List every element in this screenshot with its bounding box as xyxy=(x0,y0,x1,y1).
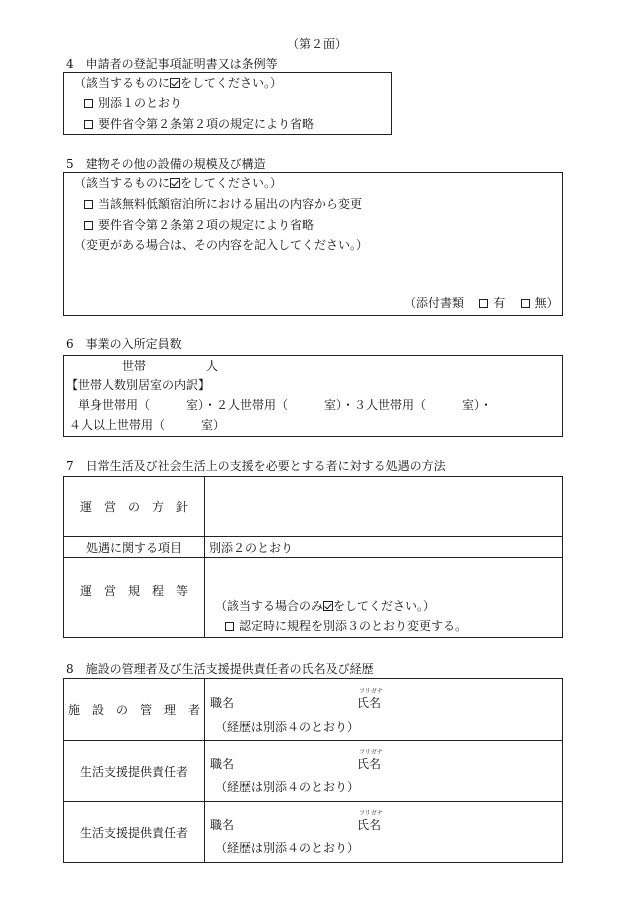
rules-label: 運 営 規 程 等 xyxy=(64,558,205,638)
section-4-option-2[interactable]: 要件省令第２条第２項の規定により省略 xyxy=(84,116,314,132)
section-6-heading: 6 事業の入所定員数 xyxy=(66,337,182,351)
rules-option[interactable]: 認定時に規程を別添３のとおり変更する。 xyxy=(225,618,467,634)
room-breakdown-line-1: 単身世帯用（ 室）・２人世帯用（ 室）・３人世帯用（ 室）・ xyxy=(78,398,493,412)
section-5-instruction: （該当するものに をしてください。） xyxy=(74,176,283,190)
attachment-label: （添付書類 xyxy=(404,296,465,310)
attachment-yes-checkbox[interactable] xyxy=(479,299,488,308)
section-5-heading: 5 建物その他の設備の規模及び構造 xyxy=(66,157,266,171)
checked-box-icon xyxy=(323,601,333,611)
section-5-box xyxy=(63,172,563,316)
attachment-no-checkbox[interactable] xyxy=(521,299,530,308)
furigana-label: フリガナ xyxy=(359,688,383,695)
policy-label: 運 営 の 方 針 xyxy=(64,477,205,537)
attachment-row xyxy=(404,295,559,311)
section-4-option-1[interactable]: 別添１のとおり xyxy=(84,95,182,111)
furigana-label: フリガナ xyxy=(359,810,383,817)
name-label: 氏名 xyxy=(357,757,382,771)
career-note: （経歴は別添４のとおり） xyxy=(215,780,360,794)
checkbox-icon[interactable] xyxy=(84,221,93,230)
rules-field xyxy=(205,558,563,638)
section-8-heading: 8 施設の管理者及び生活支援提供責任者の氏名及び経歴 xyxy=(66,662,374,676)
career-note: （経歴は別添４のとおり） xyxy=(215,841,360,855)
section-4-heading: 4 申請者の登記事項証明書又は条例等 xyxy=(66,57,278,71)
support-manager-field[interactable] xyxy=(205,741,563,802)
room-breakdown-line-2: ４人以上世帯用（ 室） xyxy=(69,418,226,432)
capacity-line: 世帯 人 xyxy=(122,359,219,373)
name-label: 氏名 xyxy=(357,696,382,710)
checkbox-icon[interactable] xyxy=(84,120,93,129)
section-5-option-2[interactable]: 要件省令第２条第２項の規定により省略 xyxy=(84,217,314,233)
section-8-table xyxy=(63,678,563,863)
policy-field[interactable] xyxy=(205,477,563,537)
section-7-heading: 7 日常生活及び社会生活上の支援を必要とする者に対する処遇の方法 xyxy=(66,459,446,473)
attachment-no-label: 無） xyxy=(534,296,559,310)
treatment-items-label: 処遇に関する項目 xyxy=(64,537,205,558)
section-6-box xyxy=(63,355,563,437)
support-manager-field[interactable] xyxy=(205,802,563,863)
post-label: 職名 xyxy=(210,818,235,832)
support-manager-label: 生活支援提供責任者 xyxy=(64,802,205,863)
furigana-label: フリガナ xyxy=(359,749,383,756)
attachment-yes-label: 有 xyxy=(493,296,506,310)
rules-instruction: （該当する場合のみ をしてください。） xyxy=(215,599,436,613)
section-4-instruction: （該当するものに をしてください。） xyxy=(74,76,283,90)
checkbox-icon[interactable] xyxy=(225,622,234,631)
section-5-change-note: （変更がある場合は、その内容を記入してください。） xyxy=(74,238,369,252)
section-5-option-1[interactable]: 当該無料低額宿泊所における届出の内容から変更 xyxy=(84,196,362,212)
manager-label: 施 設 の 管 理 者 xyxy=(64,679,205,741)
post-label: 職名 xyxy=(210,757,235,771)
support-manager-label: 生活支援提供責任者 xyxy=(64,741,205,802)
room-breakdown-heading: 【世帯人数別居室の内訳】 xyxy=(66,378,211,392)
career-note: （経歴は別添４のとおり） xyxy=(215,720,360,734)
section-4-box xyxy=(63,72,392,135)
page-number: （第２面） xyxy=(287,37,348,51)
treatment-items-value: 別添２のとおり xyxy=(205,537,563,558)
checked-box-icon xyxy=(170,78,180,88)
name-label: 氏名 xyxy=(357,818,382,832)
manager-field[interactable] xyxy=(205,679,563,741)
section-7-table xyxy=(63,476,563,638)
checked-box-icon xyxy=(170,178,180,188)
checkbox-icon[interactable] xyxy=(84,99,93,108)
checkbox-icon[interactable] xyxy=(84,200,93,209)
post-label: 職名 xyxy=(210,696,235,710)
